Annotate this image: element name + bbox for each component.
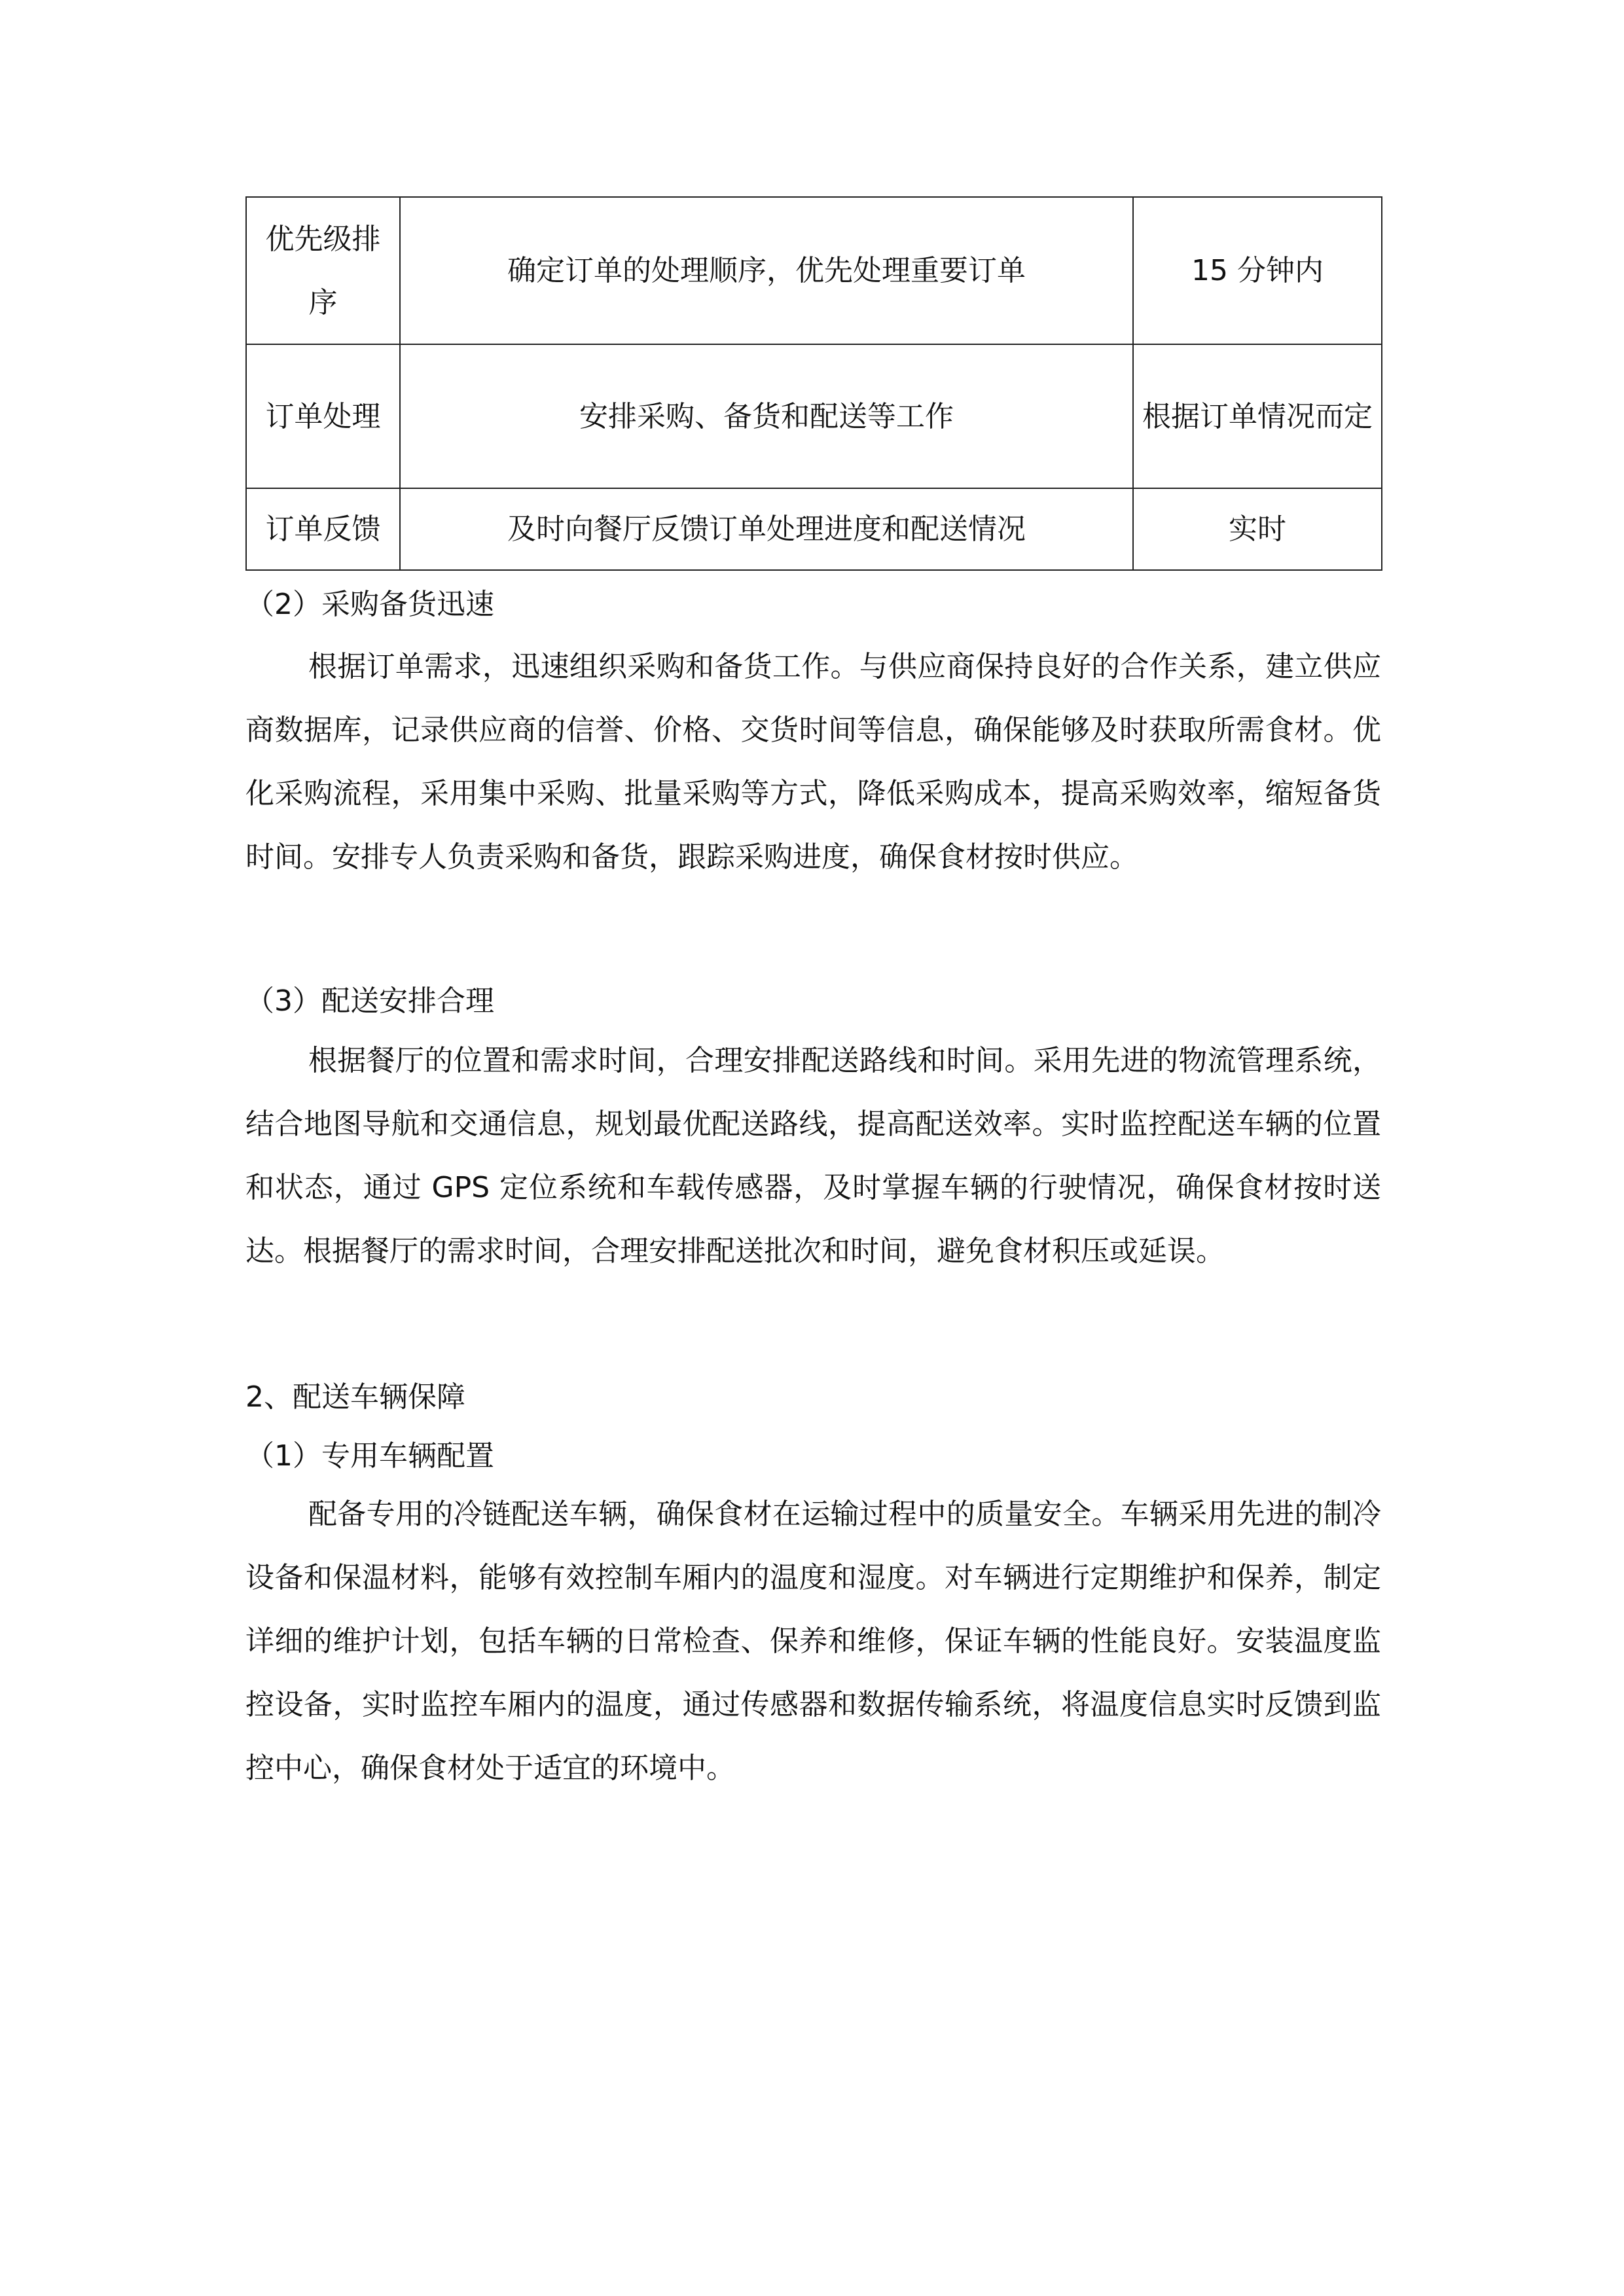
table-cell-time: 根据订单情况而定 [1133,344,1382,488]
section-heading-dedicated-vehicles: （1）专用车辆配置 [245,1439,494,1473]
table-cell-step: 优先级排序 [246,197,400,344]
table-row [246,488,1382,570]
table-cell-time: 15 分钟内 [1133,197,1382,344]
section-heading-delivery-arrangement: （3）配送安排合理 [245,984,494,1018]
section-heading-procurement: （2）采购备货迅速 [245,588,494,621]
paragraph-procurement: 根据订单需求，迅速组织采购和备货工作。与供应商保持良好的合作关系，建立供应商数据库，记录供应商的信誉、价格、交货时间等信息，确保能够及时获取所需食材。优化采购流程，采用集中采购、批量采购等方式，降低采购成本，提高采购效率，缩短备货时间。安排专人负责采购和备货，跟踪采购进度，确保食材按时供应。 [245,650,1381,874]
table-cell-time: 实时 [1133,488,1382,570]
table-cell-description: 确定订单的处理顺序，优先处理重要订单 [400,197,1133,344]
paragraph-delivery-arrangement: 根据餐厅的位置和需求时间，合理安排配送路线和时间。采用先进的物流管理系统，结合地图导航和交通信息，规划最优配送路线，提高配送效率。实时监控配送车辆的位置和状态，通过 GPS 定位系统和车载传感器，及时掌握车辆的行驶情况，确保食材按时送达。根据餐厅的需求时间，合理安排配送批次和时间，避免食材积压或延误。 [245,1044,1381,1268]
table-row [246,344,1382,488]
table-cell-description: 安排采购、备货和配送等工作 [400,344,1133,488]
paragraph-dedicated-vehicles: 配备专用的冷链配送车辆，确保食材在运输过程中的质量安全。车辆采用先进的制冷设备和保温材料，能够有效控制车厢内的温度和湿度。对车辆进行定期维护和保养，制定详细的维护计划，包括车辆的日常检查、保养和维修，保证车辆的性能良好。安装温度监控设备，实时监控车厢内的温度，通过传感器和数据传输系统，将温度信息实时反馈到监控中心，确保食材处于适宜的环境中。 [245,1498,1381,1785]
table-cell-step: 订单处理 [246,344,400,488]
section-heading-vehicle-guarantee: 2、配送车辆保障 [245,1380,465,1414]
table-row [246,197,1382,344]
table-cell-step: 订单反馈 [246,488,400,570]
order-process-table [245,196,1382,571]
table-cell-description: 及时向餐厅反馈订单处理进度和配送情况 [400,488,1133,570]
